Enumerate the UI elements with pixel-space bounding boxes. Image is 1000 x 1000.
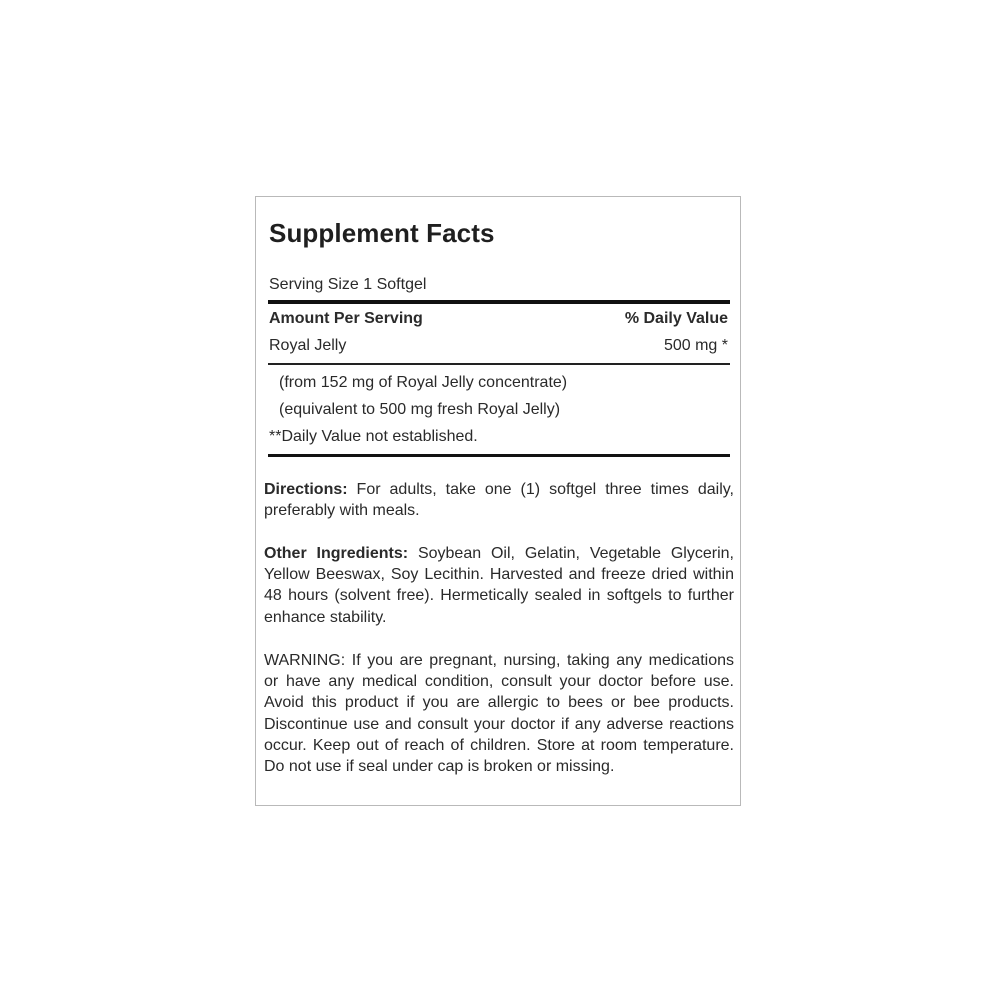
warning-paragraph: WARNING: If you are pregnant, nursing, taking any medications or have any medical condition, consult your doctor before use. Avoid this product if you are allergic to bees or bee products. Discontinue use and consult your doctor if any adverse reactions occur. Keep out of reach of children. Store at room temperature. Do not use if seal under cap is broken or missing. (264, 652, 734, 776)
supplement-label-panel (255, 196, 741, 806)
facts-title: Supplement Facts (269, 218, 495, 248)
directions-text: For adults, take one (1) softgel three times daily, preferably with meals. (264, 481, 734, 520)
ingredient-detail-line: (equivalent to 500 mg fresh Royal Jelly) (279, 401, 561, 418)
supplement-facts-box (268, 213, 730, 457)
other-ingredients-paragraph (264, 543, 734, 628)
daily-value-footnote: **Daily Value not established. (269, 428, 478, 445)
ingredient-details (268, 365, 730, 454)
ingredient-amount: 500 mg * (663, 337, 728, 354)
amount-per-serving-label: Amount Per Serving (269, 310, 423, 327)
ingredient-detail-line: (from 152 mg of Royal Jelly concentrate) (279, 374, 568, 391)
other-ingredients-label: Other Ingredients: (264, 545, 409, 562)
thick-divider (268, 300, 730, 304)
ingredient-row (268, 335, 730, 357)
serving-size: Serving Size 1 Softgel (269, 276, 427, 293)
other-ingredients-text: Soybean Oil, Gelatin, Vegetable Glycerin, Yellow Beeswax, Soy Lecithin. Harvested and freeze dried within 48 hours (solvent free). Hermetically sealed in softgels to further enhance stability. (264, 545, 734, 626)
directions-paragraph (264, 479, 734, 521)
bottom-divider (268, 454, 730, 457)
daily-value-label: % Daily Value (624, 310, 728, 327)
ingredient-name: Royal Jelly (269, 337, 347, 354)
directions-label: Directions: (264, 481, 348, 498)
facts-header-row (268, 308, 730, 330)
